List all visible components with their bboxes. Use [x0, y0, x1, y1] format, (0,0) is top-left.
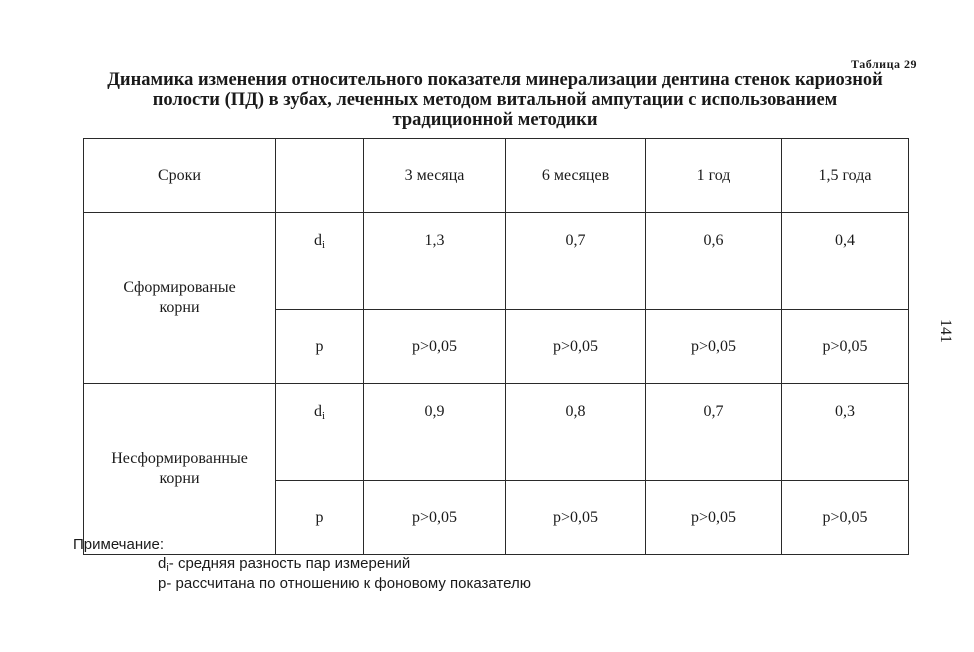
- value-cell: p>0,05: [506, 481, 646, 555]
- group-label-line: корни: [159, 299, 200, 316]
- note-item: [158, 575, 531, 592]
- row-label-di: [276, 384, 364, 481]
- note-text: - средняя разность пар измерений: [168, 555, 411, 572]
- value-cell: p>0,05: [782, 310, 909, 384]
- table-row: [84, 213, 909, 310]
- header-cell-period: 1 год: [646, 139, 782, 213]
- data-table: [83, 138, 909, 555]
- value-cell: p>0,05: [782, 481, 909, 555]
- note-item: [158, 555, 410, 574]
- row-label-di: [276, 213, 364, 310]
- header-cell-period: 6 месяцев: [506, 139, 646, 213]
- title-line-1: Динамика изменения относительного показателя минерализации дентина стенок кариозной: [107, 70, 883, 90]
- header-cell-terms: Сроки: [84, 139, 276, 213]
- value-cell: p>0,05: [506, 310, 646, 384]
- value-cell: 0,8: [506, 384, 646, 481]
- group-label-formed: [84, 213, 276, 384]
- value-cell: 0,9: [364, 384, 506, 481]
- note-heading: Примечание:: [73, 536, 164, 553]
- header-cell-period: 1,5 года: [782, 139, 909, 213]
- group-label-line: Сформированые: [123, 279, 236, 296]
- value-cell: 0,6: [646, 213, 782, 310]
- value-cell: p>0,05: [364, 310, 506, 384]
- page-number: 141: [937, 319, 954, 343]
- group-label-unformed: [84, 384, 276, 555]
- title-line-2: полости (ПД) в зубах, леченных методом витальной ампутации с использованием: [152, 90, 838, 110]
- document-title: [80, 70, 910, 130]
- di-subscript: i: [321, 239, 326, 251]
- row-label-p: p: [276, 481, 364, 555]
- di-subscript: i: [321, 410, 326, 422]
- value-cell: p>0,05: [646, 481, 782, 555]
- value-cell: 1,3: [364, 213, 506, 310]
- note-text: p- рассчитана по отношению к фоновому показателю: [158, 575, 531, 592]
- title-line-3: традиционной методики: [392, 110, 598, 130]
- table-row: [84, 384, 909, 481]
- row-label-p: p: [276, 310, 364, 384]
- value-cell: p>0,05: [646, 310, 782, 384]
- header-cell-period: 3 месяца: [364, 139, 506, 213]
- value-cell: 0,7: [646, 384, 782, 481]
- note-symbol: d: [158, 555, 167, 572]
- di-symbol: d: [313, 403, 322, 420]
- di-symbol: d: [313, 232, 322, 249]
- group-label-line: корни: [159, 470, 200, 487]
- group-label-line: Несформированные: [111, 450, 248, 467]
- value-cell: p>0,05: [364, 481, 506, 555]
- header-cell-blank: [276, 139, 364, 213]
- table-label: Таблица 29: [851, 57, 917, 71]
- value-cell: 0,3: [782, 384, 909, 481]
- value-cell: 0,7: [506, 213, 646, 310]
- value-cell: 0,4: [782, 213, 909, 310]
- note-symbol-subscript: i: [166, 562, 169, 574]
- header-row: [84, 139, 909, 213]
